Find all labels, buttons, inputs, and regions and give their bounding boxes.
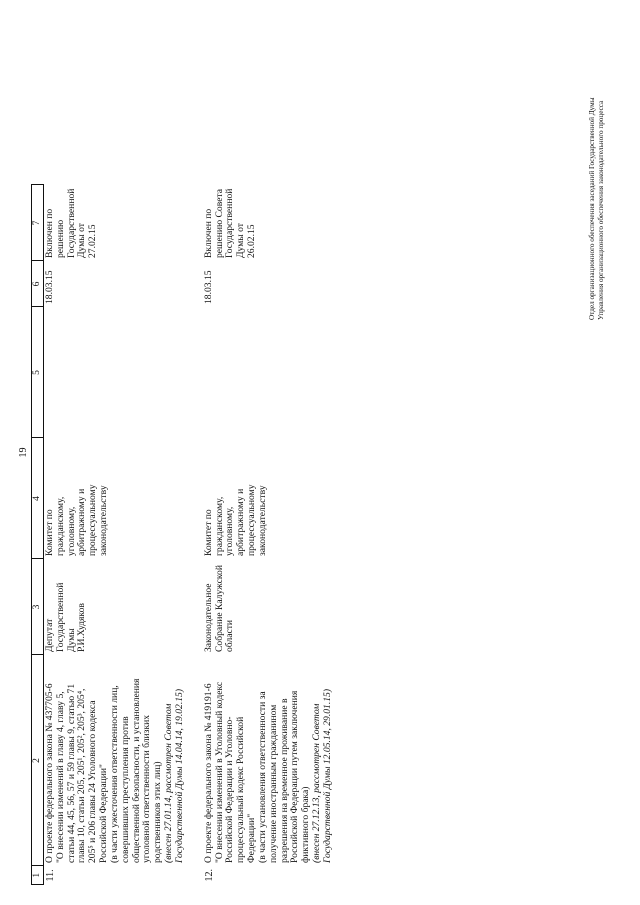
author-line: Собрание Калужской bbox=[213, 565, 225, 652]
bill-desc-line: разрешения на временное проживание в bbox=[278, 698, 290, 863]
committee-line: процессуальному bbox=[87, 484, 99, 556]
page-number: 19 bbox=[18, 447, 29, 458]
bill-name-line: процессуальный кодекс Российской bbox=[235, 716, 247, 863]
bill-note-line: Государственной Думы 14.04.14, 19.02.15) bbox=[173, 688, 185, 863]
footer-line: Управления организационного обеспечения законодательного процесса bbox=[597, 100, 605, 320]
column-header: 5 bbox=[32, 307, 44, 438]
bill-title: О проекте федерального закона № 437705-6 bbox=[44, 683, 55, 863]
status-line: Государственной bbox=[224, 188, 236, 258]
committee-line: гражданскому, bbox=[54, 496, 66, 556]
table-row bbox=[44, 185, 187, 885]
bill-desc-line: общественной безопасности, и установления bbox=[130, 678, 142, 863]
bill-name-line: главы 10, статьи 205, 205¹, 205², 205³, 205⁴, bbox=[76, 688, 88, 863]
author-line: Депутат bbox=[44, 618, 55, 652]
status-line: Думы от 27.02.15 bbox=[76, 223, 99, 258]
column-5-cell bbox=[203, 307, 335, 438]
status-line: Думы от 26.02.15 bbox=[235, 223, 258, 258]
column-5-cell bbox=[44, 307, 187, 438]
bill-title: О проекте федерального закона № 419191-6 bbox=[202, 683, 214, 863]
status-line: Государственной bbox=[65, 188, 77, 258]
bill-desc-line: совершивших преступления против bbox=[119, 716, 131, 863]
status-cell bbox=[44, 185, 187, 261]
column-header: 7 bbox=[32, 185, 44, 261]
author-line: Думы bbox=[65, 628, 77, 652]
committee-line: законодательству bbox=[256, 485, 268, 556]
bill-desc-line: Российской Федерации путем заключения bbox=[289, 690, 301, 863]
table-row bbox=[203, 185, 335, 885]
column-header: 3 bbox=[32, 559, 44, 655]
agenda-table bbox=[31, 185, 335, 886]
column-header: 2 bbox=[32, 655, 44, 866]
bill-desc-line: получение иностранным гражданином bbox=[267, 704, 279, 863]
bill-name-line: статьи 44, 45, 56, 57 и 59 главы 9, статью 71 bbox=[65, 683, 77, 863]
committee-line: арбитражному и bbox=[235, 488, 247, 556]
bill-name-line: "О внесении изменений в главу 4, главу 5, bbox=[54, 691, 66, 863]
row-number: 12. bbox=[203, 869, 215, 882]
bill-name-line: Федерации" bbox=[246, 813, 258, 863]
date-cell: 18.03.15 bbox=[44, 270, 55, 304]
bill-desc-line: родственников этих лиц) bbox=[152, 761, 164, 863]
bill-name-line: 205⁵ и 206 главы 24 Уголовного кодекса bbox=[87, 700, 99, 863]
bill-desc-line: уголовной ответственности близких bbox=[141, 714, 153, 863]
bill-name-line: Российской Федерации" bbox=[98, 764, 110, 863]
status-cell bbox=[203, 185, 335, 261]
author-line: Р.И.Худяков bbox=[76, 603, 88, 652]
committee-line: Комитет по bbox=[44, 509, 55, 556]
footer bbox=[588, 97, 606, 320]
bill-desc-line: (в части установления ответственности за bbox=[256, 691, 268, 863]
column-header: 6 bbox=[32, 261, 44, 307]
bill-desc-line: (в части ужесточения ответственности лиц, bbox=[108, 685, 120, 863]
responsible-committee bbox=[44, 438, 187, 559]
author-line: области bbox=[224, 619, 236, 652]
bill-description bbox=[203, 655, 335, 866]
committee-line: уголовному, bbox=[224, 506, 236, 556]
bill-note-line: (внесен 27.12.13, рассмотрен Советом bbox=[311, 703, 323, 863]
committee-line: арбитражному и bbox=[76, 488, 88, 556]
committee-line: уголовному, bbox=[65, 506, 77, 556]
author-line: Государственной bbox=[54, 582, 66, 652]
status-line: Включен по bbox=[202, 208, 214, 258]
header-row bbox=[32, 185, 44, 885]
footer-line: Отдел организационного обеспечения заседаний Государственной Думы bbox=[588, 97, 596, 320]
bill-author bbox=[44, 559, 187, 655]
committee-line: процессуальному bbox=[246, 484, 258, 556]
row-number: 11. bbox=[45, 869, 56, 882]
column-header: 1 bbox=[32, 866, 44, 885]
committee-line: законодательству bbox=[98, 485, 110, 556]
status-line: решению bbox=[54, 219, 66, 258]
bill-description bbox=[44, 655, 187, 866]
bill-desc-line: фиктивного брака) bbox=[300, 786, 312, 863]
author-line: Законодательное bbox=[202, 583, 214, 652]
responsible-committee bbox=[203, 438, 335, 559]
bill-name-line: Российской Федерации и Уголовно- bbox=[224, 716, 236, 863]
column-header: 4 bbox=[32, 438, 44, 559]
bill-note-line: Государственной Думы 12.05.14, 29.01.15) bbox=[321, 688, 333, 863]
bill-note-line: (внесен 27.01.14, рассмотрен Советом bbox=[163, 703, 175, 863]
row-spacer bbox=[187, 185, 203, 885]
committee-line: Комитет по bbox=[202, 509, 214, 556]
bill-author bbox=[203, 559, 335, 655]
status-line: Включен по bbox=[44, 208, 55, 258]
bill-name-line: "О внесении изменений в Уголовный кодекс bbox=[213, 681, 225, 863]
date-cell: 18.03.15 bbox=[202, 270, 214, 304]
status-line: решению Совета bbox=[213, 188, 225, 258]
committee-line: гражданскому, bbox=[213, 496, 225, 556]
